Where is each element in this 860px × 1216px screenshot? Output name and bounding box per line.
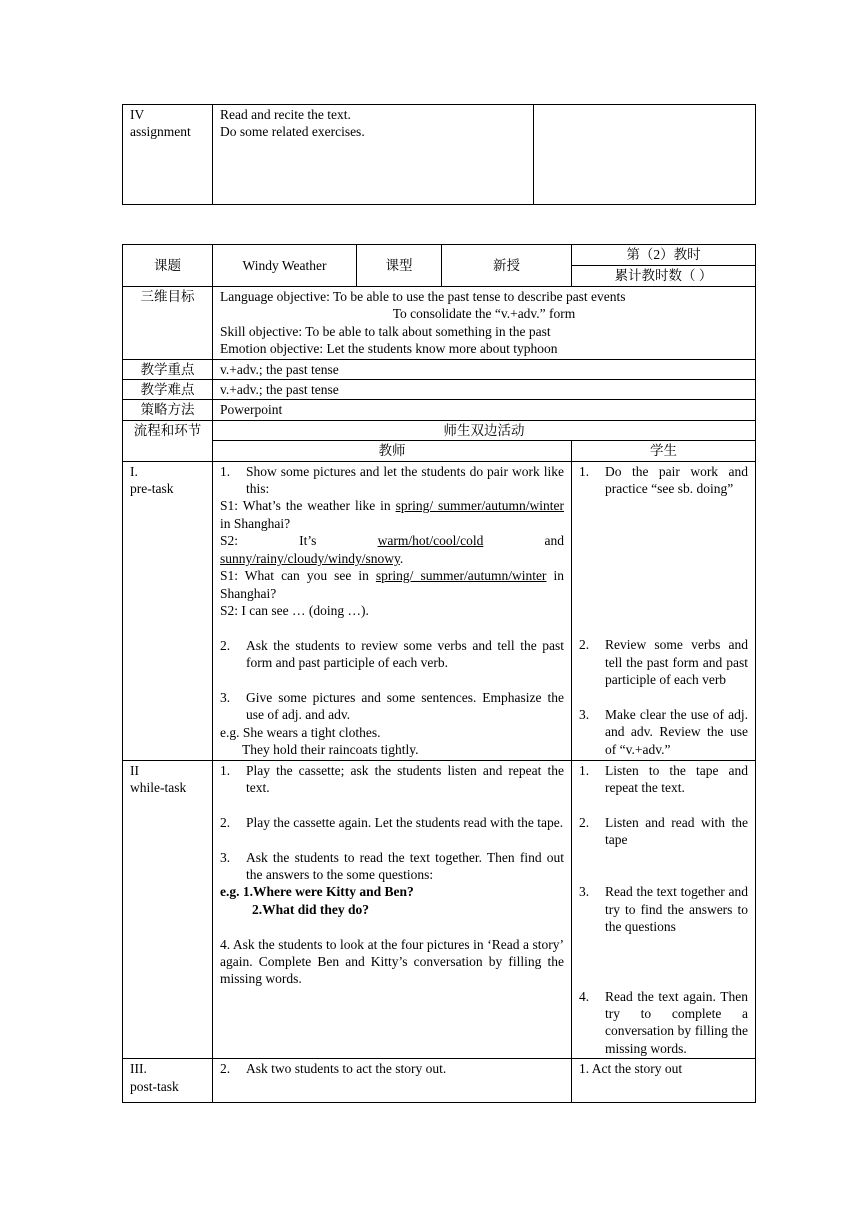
strategy-label: 策略方法 xyxy=(123,400,213,420)
assignment-table xyxy=(122,104,756,205)
stage-name: pre-task xyxy=(130,481,174,497)
objectives-label: 三维目标 xyxy=(123,287,213,360)
list-item: 1. Show some pictures and let the students do pair work like this: xyxy=(220,463,564,497)
dialogue-line: S2: I can see … (doing …). xyxy=(220,602,369,618)
list-item: 3. Give some pictures and some sentences. Emphasize the use of adj. and adv. xyxy=(220,689,564,723)
stage-name: assignment xyxy=(130,124,191,140)
student-label: 学生 xyxy=(572,441,756,461)
objectives-cell xyxy=(213,287,756,360)
dialogue-line: S1: What can you see in spring/ summer/autumn/winter in Shanghai? xyxy=(220,568,564,601)
while-task-student-cell xyxy=(572,760,756,1059)
question-line: e.g. 1.Where were Kitty and Ben? xyxy=(220,884,414,900)
list-item: 2. Review some verbs and tell the past form and past participle of each verb xyxy=(579,637,748,688)
topic-label: 课题 xyxy=(123,245,213,287)
list-item: 3. Make clear the use of adj. and adv. Review the use of “v.+adv.” xyxy=(579,707,748,757)
assignment-student-cell xyxy=(534,105,756,205)
stage-number: I. xyxy=(130,463,138,479)
list-item: 4. Read the text again. Then try to complete a conversation by filling the missing words. xyxy=(579,988,748,1056)
pre-task-teacher-cell xyxy=(213,461,572,760)
while-task-teacher-cell xyxy=(213,760,572,1059)
list-item: 1. Play the cassette; ask the students listen and repeat the text. xyxy=(220,762,564,795)
topic-value: Windy Weather xyxy=(213,245,357,287)
list-item: 3. Read the text together and try to find the answers to the questions xyxy=(579,884,748,935)
lesson-plan-table xyxy=(122,244,756,1103)
difficulties-label: 教学难点 xyxy=(123,380,213,400)
stage-number: II xyxy=(130,762,139,778)
example-line: e.g. She wears a tight clothes. xyxy=(220,724,381,740)
list-item: 1. Listen to the tape and repeat the text. xyxy=(579,762,748,795)
pre-task-stage xyxy=(123,461,213,760)
stage-name: post-task xyxy=(130,1078,179,1094)
skill-objective: Skill objective: To be able to talk about something in the past xyxy=(220,323,551,339)
type-label: 课型 xyxy=(357,245,442,287)
list-item: 2. Play the cassette again. Let the students read with the tape. xyxy=(220,814,564,830)
strategy-value: Powerpoint xyxy=(213,400,756,420)
example-line: They hold their raincoats tightly. xyxy=(242,742,419,758)
pre-task-student-cell xyxy=(572,461,756,760)
task-four: 4. Ask the students to look at the four pictures in ‘Read a story’ again. Complete Ben and Kitty’s conversation by filling the missing words. xyxy=(220,936,564,987)
while-task-stage xyxy=(123,760,213,1059)
list-item: 2. Ask two students to act the story out. xyxy=(220,1061,447,1077)
teacher-label: 教师 xyxy=(213,441,572,461)
key-points-value: v.+adv.; the past tense xyxy=(213,359,756,379)
total-periods-label: 累计教时数（ ） xyxy=(572,266,756,287)
assignment-stage-cell xyxy=(123,105,213,205)
list-item: 3. Ask the students to read the text together. Then find out the answers to the some questions: xyxy=(220,849,564,882)
assignment-content-cell xyxy=(213,105,534,205)
type-value: 新授 xyxy=(442,245,572,287)
stage-number: IV xyxy=(130,107,145,122)
dialogue-line: S2: It’s warm/hot/cool/cold and sunny/rainy/cloudy/windy/snowy. xyxy=(220,533,564,566)
assignment-line: Read and recite the text. xyxy=(220,107,351,122)
post-task-teacher-cell xyxy=(213,1059,572,1103)
stage-name: while-task xyxy=(130,779,187,795)
emotion-objective: Emotion objective: Let the students know more about typhoon xyxy=(220,341,558,357)
list-item: 1. Do the pair work and practice “see sb. doing” xyxy=(579,463,748,497)
consolidate-objective: To consolidate the “v.+adv.” form xyxy=(392,306,576,322)
activities-label: 师生双边活动 xyxy=(213,420,756,440)
stage-number: III. xyxy=(130,1061,147,1077)
process-label: 流程和环节 xyxy=(123,420,213,461)
list-item: 2. Ask the students to review some verbs and tell the past form and past participle of each verb. xyxy=(220,637,564,671)
period-label: 第（2）教时 xyxy=(572,245,756,266)
language-objective: Language objective: To be able to use the past tense to describe past events xyxy=(220,289,626,304)
question-line: 2.What did they do? xyxy=(252,901,370,917)
post-task-stage xyxy=(123,1059,213,1103)
difficulties-value: v.+adv.; the past tense xyxy=(213,380,756,400)
list-item: 2. Listen and read with the tape xyxy=(579,814,748,848)
dialogue-line: S1: What’s the weather like in spring/ summer/autumn/winter in Shanghai? xyxy=(220,498,564,531)
key-points-label: 教学重点 xyxy=(123,359,213,379)
assignment-line: Do some related exercises. xyxy=(220,124,365,140)
post-task-student-cell: 1. Act the story out xyxy=(572,1059,756,1103)
